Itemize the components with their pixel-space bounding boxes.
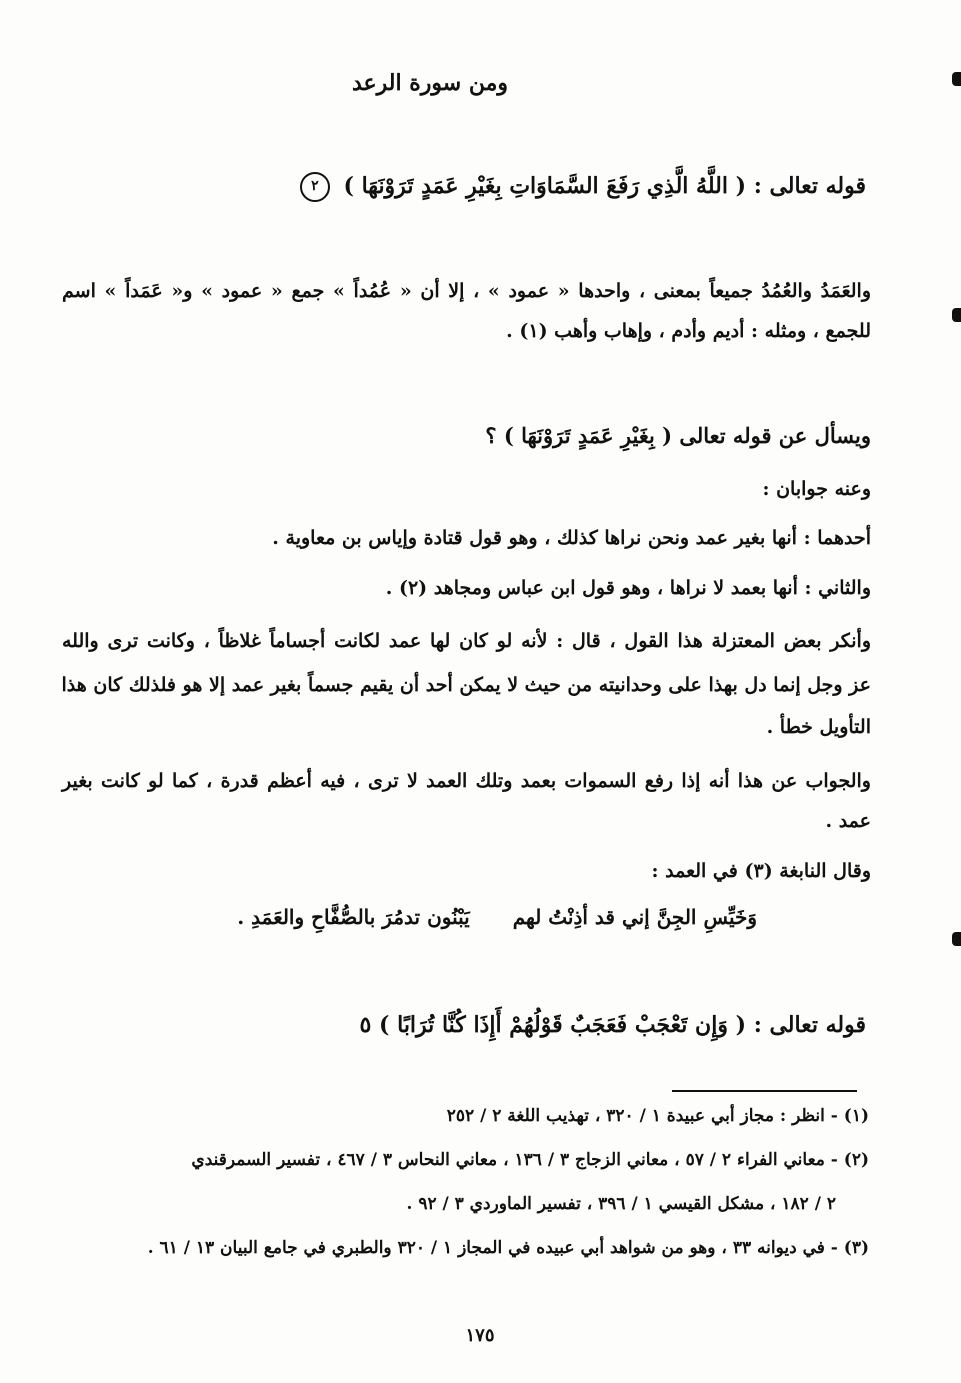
running-header: ومن سورة الرعد	[351, 70, 509, 96]
paragraph-line: عز وجل إنما دل بهذا على وحدانيته من حيث لا يمكن أحد أن يقيم جسماً بغير عمد إلا هو فلذلك كان هذا	[61, 674, 871, 696]
scan-edge-mark	[952, 72, 961, 86]
paragraph-line: والجواب عن هذا أنه إذا رفع السموات بعمد وتلك العمد لا ترى ، فيه أعظم قدرة ، كما لو كانت بغير	[62, 770, 871, 792]
nabigha-intro: وقال النابغة (٣) في العمد :	[651, 860, 871, 882]
hemistich-first: وَخَيِّسِ الجِنَّ إني قد أذِنْتُ لهم	[512, 905, 757, 929]
footnote: (٢) - معاني الفراء ٢ / ٥٧ ، معاني الزجاج ٣ / ١٣٦ ، معاني النحاس ٣ / ٤٦٧ ، تفسير السمرقندي	[191, 1150, 869, 1170]
verse-line-1	[250, 172, 866, 202]
paragraph-line: وأنكر بعض المعتزلة هذا القول ، قال : لأنه لو كان لها عمد لكانت أجساماً غلاظاً ، وكانت ترى والله	[62, 630, 871, 652]
page-number: ١٧٥	[465, 1325, 495, 1346]
paragraph-line: التأويل خطأ .	[766, 716, 871, 738]
paragraph-line: والعَمَدُ والعُمُدُ جميعاً بمعنى ، واحدها « عمود » ، إلا أن « عُمُداً » جمع « عمود » و« عَمَداً » اسم	[62, 280, 871, 302]
verse-number-icon: ٢	[300, 172, 330, 202]
verse-prefix: قوله تعالى : (	[735, 1012, 866, 1038]
paragraph-line: للجمع ، ومثله : أديم وأدم ، وإهاب وأهب (١) .	[506, 320, 871, 342]
question-line: ويسأل عن قوله تعالى ( بِغَيْرِ عَمَدٍ تَرَوْنَهَا ) ؟	[485, 423, 871, 448]
poetry-verse	[225, 905, 775, 929]
paragraph-line: عمد .	[825, 810, 871, 832]
scan-edge-mark	[952, 932, 961, 946]
scan-edge-mark	[952, 308, 961, 322]
answer-first: أحدهما : أنها بغير عمد ونحن نراها كذلك ، وهو قول قتادة وإياس بن معاوية .	[272, 527, 871, 549]
quran-text: اللَّهُ الَّذِي رَفَعَ السَّمَاوَاتِ بِغَيْرِ عَمَدٍ تَرَوْنَهَا	[361, 173, 728, 199]
quran-text: وَإِن تَعْجَبْ فَعَجَبٌ قَوْلُهُمْ أَإِذَا كُنَّا تُرَابًا	[397, 1012, 728, 1038]
verse-close: )	[343, 173, 354, 199]
answers-intro: وعنه جوابان :	[762, 478, 871, 500]
verse-prefix: قوله تعالى : (	[735, 173, 866, 199]
footnote-divider	[672, 1090, 857, 1092]
footnote: (٣) - في ديوانه ٣٣ ، وهو من شواهد أبي عبيده في المجاز ١ / ٣٢٠ والطبري في جامع البيان ١٣ / ٦١ .	[147, 1238, 869, 1258]
verse-line-2	[320, 1012, 866, 1038]
footnote: (١) - انظر : مجاز أبي عبيدة ١ / ٣٢٠ ، تهذيب اللغة ٢ / ٢٥٢	[446, 1106, 869, 1126]
hemistich-second: يَبْنُون تدمُرَ بالصُّفَّاحِ والعَمَدِ .	[237, 905, 470, 929]
answer-second: والثاني : أنها بعمد لا نراها ، وهو قول ابن عباس ومجاهد (٢) .	[385, 577, 871, 599]
verse-close: ) ٥	[359, 1012, 390, 1038]
footnote-continued: ٢ / ١٨٢ ، مشكل القيسي ١ / ٣٩٦ ، تفسير الماوردي ٣ / ٩٢ .	[406, 1194, 836, 1214]
